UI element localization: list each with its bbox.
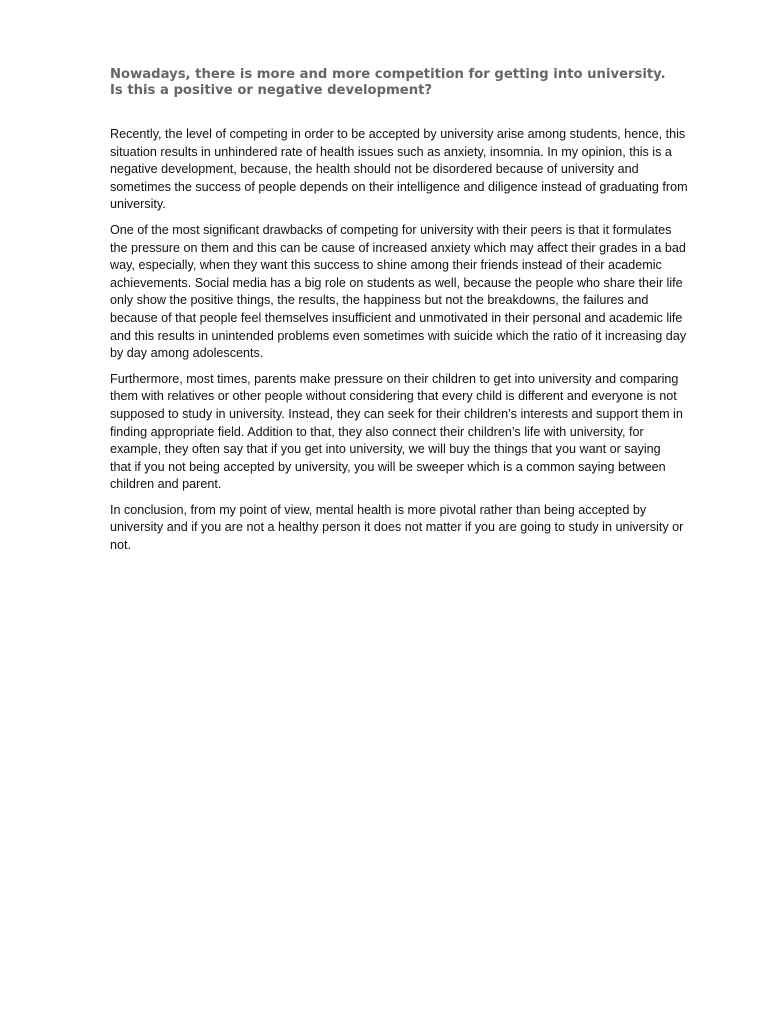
- text-line: Furthermore, most times, parents make pressure on their children to get into university and comparing: [110, 371, 679, 386]
- text-line: sometimes the success of people depends on their intelligence and diligence instead of graduating from: [110, 179, 688, 194]
- text-line: Recently, the level of competing in order to be accepted by university arise among students, hence, this: [110, 127, 686, 141]
- document-page: [110, 67, 712, 563]
- text-line: the pressure on them and this can be cause of increased anxiety which may affect their grades in a bad: [110, 240, 686, 255]
- text-line: that if you not being accepted by university, you will be sweeper which is a common saying between: [110, 459, 666, 474]
- text-line: negative development, because, the health should not be disordered because of university and: [110, 162, 639, 177]
- text-line: finding appropriate field. Addition to that, they also connect their children’s life with university, for: [110, 424, 644, 439]
- text-line: university and if you are not a healthy person it does not matter if you are going to study in university or: [110, 520, 684, 535]
- text-line: children and parent.: [110, 477, 222, 492]
- text-line: way, especially, when they want this success to shine among their friends instead of their academic: [110, 258, 662, 273]
- paragraph-body-2: [110, 371, 712, 494]
- text-line: them with relatives or other people without considering that every child is different and everyone is not: [110, 389, 677, 404]
- text-line: example, they often say that if you get into university, we will buy the things that you want or saying: [110, 442, 661, 457]
- paragraph-body-1: [110, 222, 712, 363]
- text-line: achievements. Social media has a big role on students as well, because the people who share their life: [110, 275, 683, 290]
- essay-title: [110, 67, 712, 99]
- text-line: because of that people feel themselves insufficient and unmotivated in their personal and academic life: [110, 310, 683, 325]
- text-line: One of the most significant drawbacks of competing for university with their peers is that it formulates: [110, 222, 672, 237]
- text-line: supposed to study in university. Instead, they can seek for their children’s interests and support them in: [110, 406, 683, 421]
- text-line: In conclusion, from my point of view, mental health is more pivotal rather than being accepted by: [110, 502, 647, 517]
- essay-title-line: Is this a positive or negative development?: [110, 83, 433, 98]
- essay-body: [110, 126, 712, 555]
- text-line: by day among adolescents.: [110, 346, 264, 361]
- text-line: not.: [110, 538, 132, 553]
- text-line: university.: [110, 197, 166, 212]
- text-line: and this results in unintended problems even sometimes with suicide which the ratio of it increasing day: [110, 328, 687, 343]
- essay-title-line: Nowadays, there is more and more competition for getting into university.: [110, 67, 666, 82]
- paragraph-introduction: [110, 126, 712, 214]
- text-line: only show the positive things, the results, the happiness but not the breakdowns, the failures and: [110, 293, 649, 308]
- text-line: situation results in unhindered rate of health issues such as anxiety, insomnia. In my opinion, this is a: [110, 144, 672, 159]
- paragraph-conclusion: [110, 502, 712, 555]
